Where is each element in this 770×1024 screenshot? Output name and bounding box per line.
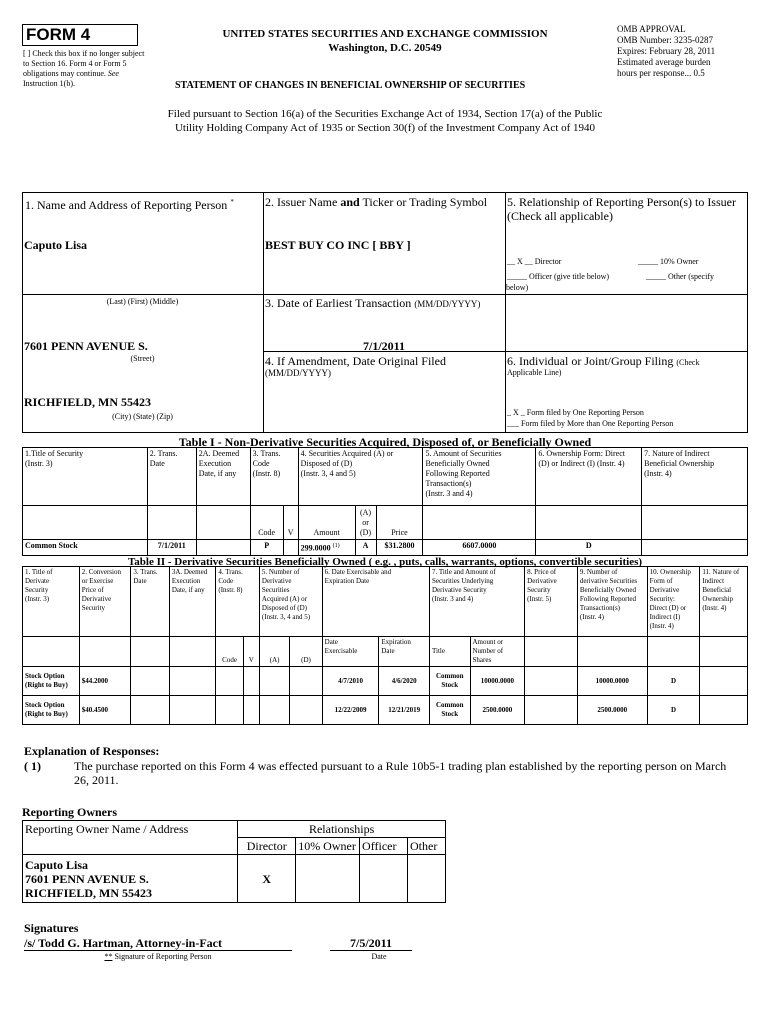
- table1: [22, 447, 748, 556]
- footnote-ref[interactable]: (1): [332, 543, 340, 549]
- table1-title: Table I - Non-Derivative Securities Acquired, Disposed of, or Beneficially Owned: [178, 435, 592, 449]
- name-parts-label: (Last) (First) (Middle): [106, 297, 179, 306]
- reporting-person-city: RICHFIELD, MN 55423: [24, 395, 152, 409]
- director-mark: X: [238, 855, 296, 903]
- table-row: Common Stock 7/1/2011 P 299.0000 $^{(1)}$ A $31.2800 6607.0000 D: [23, 540, 748, 556]
- owner-address: Caputo Lisa 7601 PENN AVENUE S. RICHFIELD, MN 55423: [23, 855, 238, 903]
- t2-sub-v: V: [243, 637, 259, 667]
- ten-pct-owner-checkbox[interactable]: _____ 10% Owner: [638, 257, 699, 266]
- t1-col-code: 3. Trans. Code (Instr. 8): [250, 448, 298, 506]
- t2-sub-title: Title: [430, 637, 471, 667]
- reporting-person-street: 7601 PENN AVENUE S.: [24, 339, 148, 353]
- t2-col-nature: 11. Nature of Indirect Beneficial Ownership (Instr. 4): [700, 567, 748, 637]
- date-line: [330, 950, 412, 951]
- owner-col-name: Reporting Owner Name / Address: [23, 821, 238, 855]
- table2-title: Table II - Derivative Securities Beneficially Owned ( e.g. , puts, calls, warrants, options, convertible securities): [127, 556, 643, 568]
- t2-sub-d: (D): [290, 637, 322, 667]
- street-label: (Street): [130, 354, 155, 363]
- owner-col-ten: 10% Owner: [296, 838, 360, 855]
- t1-sub-aord: (A) or (D): [355, 506, 376, 540]
- t1-sub-v: V: [283, 506, 298, 540]
- signer-name: /s/ Todd G. Hartman, Attorney-in-Fact: [24, 936, 223, 950]
- box5-label: 5. Relationship of Reporting Person(s) to Issuer (Check all applicable): [507, 195, 736, 223]
- other-checkbox[interactable]: _____ Other (specify: [646, 272, 714, 281]
- t2-col-underlying: 7. Title and Amount of Securities Underlying Derivative Security (Instr. 3 and 4): [430, 567, 525, 637]
- reporting-owners-table: [22, 820, 446, 903]
- form-title-box: [22, 24, 138, 46]
- agency-name: UNITED STATES SECURITIES AND EXCHANGE COMMISSION: [222, 28, 548, 40]
- statement-title: STATEMENT OF CHANGES IN BENEFICIAL OWNERSHIP OF SECURITIES: [175, 80, 526, 91]
- t2-col-date: 3. Trans. Date: [131, 567, 169, 637]
- agency-location: Washington, D.C. 20549: [328, 42, 442, 54]
- t2-col-price: 8. Price of Derivative Security (Instr. 5): [525, 567, 578, 637]
- reporting-person-name: Caputo Lisa: [24, 238, 88, 252]
- filing-one-person[interactable]: _ X _ Form filed by One Reporting Person: [507, 408, 644, 417]
- footnote-text: The purchase reported on this Form 4 was effected pursuant to a Rule 10b5-1 trading plan established by the reporting person on March 26, 2011.: [74, 759, 727, 787]
- signer-label: ** Signature of Reporting Person: [104, 952, 212, 961]
- t2-sub-expiration: Expiration Date: [379, 637, 430, 667]
- t1-col-form: 6. Ownership Form: Direct (D) or Indirect (I) (Instr. 4): [536, 448, 642, 506]
- t2-col-code: 4. Trans. Code (Instr. 8): [216, 567, 260, 637]
- t1-col-acquired: 4. Securities Acquired (A) or Disposed of (D) (Instr. 3, 4 and 5): [298, 448, 423, 506]
- table-row: Stock Option (Right to Buy) $40.4500 12/22/2009 12/21/2019 Common Stock 2500.0000 2500.0000 D: [23, 696, 748, 725]
- director-checkbox[interactable]: __ X __ Director: [507, 257, 562, 266]
- officer-checkbox[interactable]: _____ Officer (give title below): [507, 272, 610, 281]
- top-border: [22, 192, 748, 193]
- box2-label: 2. Issuer Name and Ticker or Trading Symbol: [265, 195, 488, 209]
- col-divider-1: [263, 192, 264, 432]
- signatures-title: Signatures: [24, 921, 79, 935]
- issuer-name: BEST BUY CO INC [ BBY ]: [265, 238, 411, 252]
- t1-sub-price: Price: [376, 506, 423, 540]
- t2-sub-code: Code: [216, 637, 243, 667]
- explanation-title: Explanation of Responses:: [24, 744, 160, 758]
- checkbox-note: [ ] Check this box if no longer subject to Section 16. Form 4 or Form 5 obligations may continue. See Instruction 1(b).: [23, 49, 145, 88]
- owner-col-other: Other: [408, 838, 446, 855]
- t1-col-nature: 7. Nature of Indirect Beneficial Ownership (Instr. 4): [642, 448, 748, 506]
- t2-col-exercisable: 6. Date Exercisable and Expiration Date: [322, 567, 429, 637]
- owner-col-director: Director: [238, 838, 296, 855]
- box3-label: 3. Date of Earliest Transaction (MM/DD/YYYY): [265, 296, 481, 310]
- t1-sub-code: Code: [250, 506, 283, 540]
- t1-sub-amount: Amount: [298, 506, 355, 540]
- footnote-number: ( 1): [24, 759, 41, 773]
- t2-col-conversion: 2. Conversion or Exercise Price of Derivative Security: [79, 567, 131, 637]
- form-title: FORM 4: [26, 25, 91, 44]
- t2-col-number: 5. Number of Derivative Securities Acquired (A) or Disposed of (D) (Instr. 3, 4 and 5): [259, 567, 322, 637]
- city-label: (City) (State) (Zip): [112, 412, 173, 421]
- t2-col-deemed: 3A. Deemed Execution Date, if any: [169, 567, 216, 637]
- owner-col-relationships: Relationships: [238, 821, 446, 838]
- t2-sub-amount: Amount or Number of Shares: [470, 637, 525, 667]
- date-label: Date: [371, 952, 387, 961]
- table-row: Stock Option (Right to Buy) $44.2000 4/7/2010 4/6/2020 Common Stock 10000.0000 10000.0000 D: [23, 667, 748, 696]
- t2-col-owned: 9. Number of derivative Securities Beneficially Owned Following Reported Transaction(s) (Instr. 4): [577, 567, 647, 637]
- t2-sub-exercisable: Date Exercisable: [322, 637, 379, 667]
- t1-col-deemed: 2A. Deemed Execution Date, if any: [196, 448, 250, 506]
- box6-label: 6. Individual or Joint/Group Filing (Check Applicable Line): [507, 354, 700, 377]
- t1-col-title: 1.Title of Security (Instr. 3): [23, 448, 148, 506]
- t1-col-date: 2. Trans. Date: [147, 448, 196, 506]
- filing-multiple-persons[interactable]: ___ Form filed by More than One Reporting Person: [507, 419, 674, 428]
- below-note: below): [506, 283, 529, 292]
- t2-col-title: 1. Title of Derivate Security (Instr. 3): [23, 567, 80, 637]
- t2-sub-a: (A): [259, 637, 289, 667]
- signature-line: [24, 950, 292, 951]
- col-divider-2: [505, 192, 506, 432]
- t2-col-form: 10. Ownership Form of Derivative Security: Direct (D) or Indirect (I) (Instr. 4): [647, 567, 700, 637]
- row-divider-1: [22, 294, 748, 295]
- table-row: [23, 855, 446, 903]
- reporting-owners-title: Reporting Owners: [22, 805, 117, 819]
- right-border: [747, 192, 748, 432]
- table2: [22, 566, 748, 725]
- earliest-transaction-date: 7/1/2011: [362, 339, 405, 353]
- box1-label: 1. Name and Address of Reporting Person *: [25, 198, 234, 212]
- left-border: [22, 192, 23, 432]
- signature-date: 7/5/2011: [349, 936, 392, 950]
- filed-pursuant: Filed pursuant to Section 16(a) of the Securities Exchange Act of 1934, Section 17(a) of the Public Utility Holding Company Act of 1935 or Section 30(f) of the Investment Company Act of 1940: [167, 108, 603, 134]
- t1-col-owned: 5. Amount of Securities Beneficially Owned Following Reported Transaction(s) (Instr. 3 and 4): [423, 448, 536, 506]
- row-divider-3: [22, 432, 748, 433]
- owner-col-officer: Officer: [360, 838, 408, 855]
- box4-label: 4. If Amendment, Date Original Filed (MM/DD/YYYY): [265, 354, 446, 378]
- omb-approval: OMB APPROVAL OMB Number: 3235-0287 Expires: February 28, 2011 Estimated average burden hours per response... 0.5: [617, 24, 716, 78]
